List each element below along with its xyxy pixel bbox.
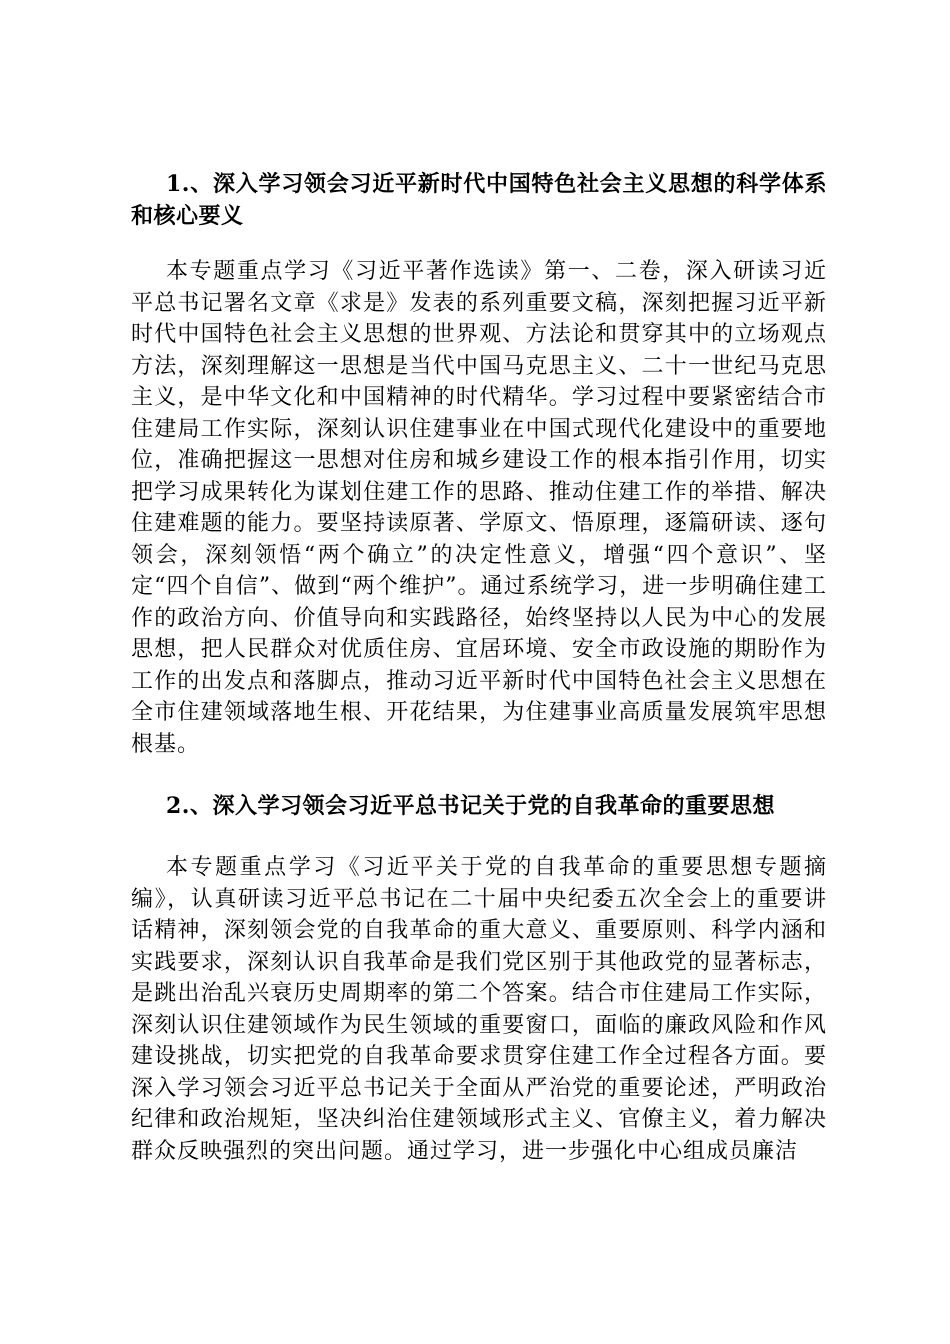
section-2-paragraph: 本专题重点学习《习近平关于党的自我革命的重要思想专题摘编》，认真研读习近平总书记在二十届中央纪委五次全会上的重要讲话精神，深刻领会党的自我革命的重大意义、重要原则、科学内涵和实践要求，深刻认识自我革命是我们党区别于其他政党的显著标志，是跳出治乱兴衰历史周期率的第二个答案。结合市住建局工作实际，深刻认识住建领域作为民生领域的重要窗口，面临的廉政风险和作风建设挑战，切实把党的自我革命要求贯穿住建工作全过程各方面。要深入学习领会习近平总书记关于全面从严治党的重要论述，严明政治纪律和政治规矩，坚决纠治住建领域形式主义、官僚主义，着力解决群众反映强烈的突出问题。通过学习，进一步强化中心组成员廉洁 bbox=[131, 855, 827, 1164]
section-2-heading: 2.、深入学习领会习近平总书记关于党的自我革命的重要思想 bbox=[166, 793, 775, 819]
section-1-paragraph: 本专题重点学习《习近平著作选读》第一、二卷，深入研读习近平总书记署名文章《求是》发表的系列重要文稿，深刻把握习近平新时代中国特色社会主义思想的世界观、方法论和贯穿其中的立场观点方法，深刻理解这一思想是当代中国马克思主义、二十一世纪马克思主义，是中华文化和中国精神的时代精华。学习过程中要紧密结合市住建局工作实际，深刻认识住建事业在中国式现代化建设中的重要地位，准确把握这一思想对住房和城乡建设工作的根本指引作用，切实把学习成果转化为谋划住建工作的思路、推动住建工作的举措、解决住建难题的能力。要坚持读原著、学原文、悟原理，逐篇研读、逐句领会，深刻领悟“两个确立”的决定性意义，增强“四个意识”、坚定“四个自信”、做到“两个维护”。通过系统学习，进一步明确住建工作的政治方向、价值导向和实践路径，始终坚持以人民为中心的发展思想，把人民群众对优质住房、宜居环境、安全市政设施的期盼作为工作的出发点和落脚点，推动习近平新时代中国特色社会主义思想在全市住建领域落地生根、开花结果，为住建事业高质量发展筑牢思想根基。 bbox=[131, 259, 827, 757]
section-1-heading: 1.、深入学习领会习近平新时代中国特色社会主义思想的科学体系和核心要义 bbox=[131, 171, 827, 229]
document-body bbox=[131, 160, 827, 1167]
